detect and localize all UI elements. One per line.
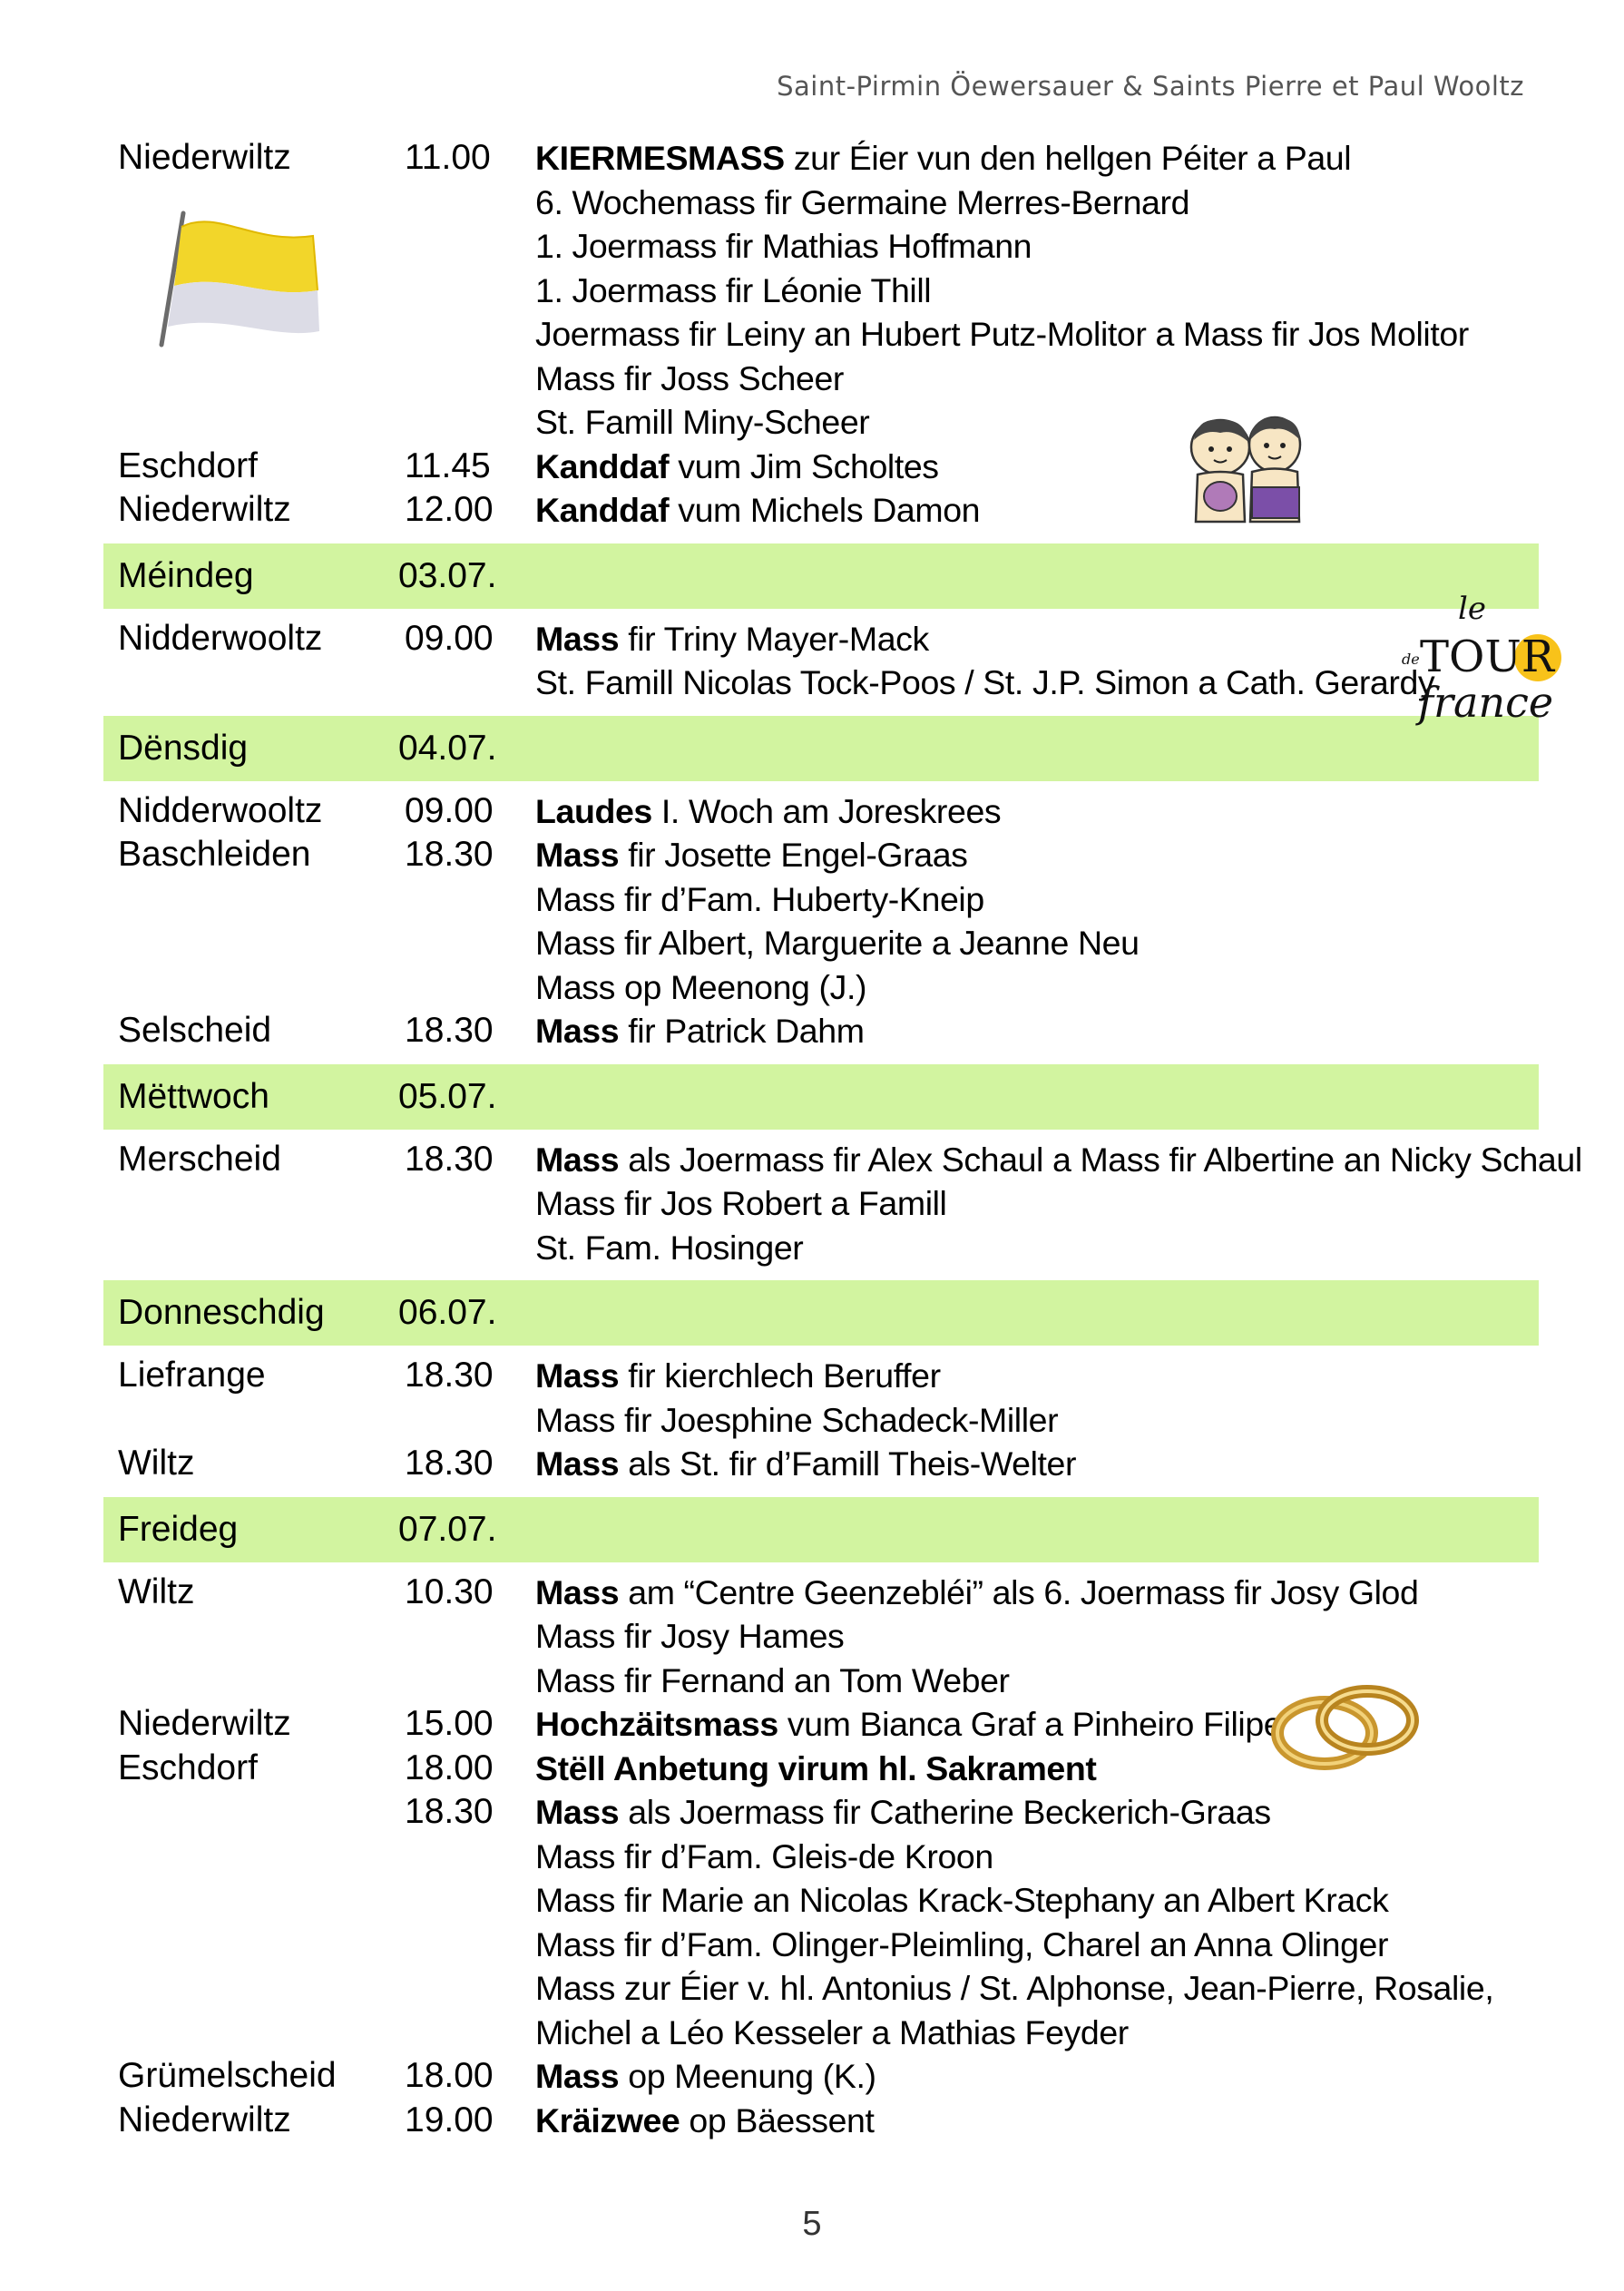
entry-description — [535, 965, 866, 1010]
entry-detail: Joermass fir Leiny an Hubert Putz-Molitor a Mass fir Jos Molitor — [535, 315, 1469, 353]
entry-place: Grümelscheid — [118, 2056, 337, 2095]
entry-time: 15.00 — [405, 1704, 494, 1743]
entry-detail: 1. Joermass fir Mathias Hoffmann — [535, 227, 1032, 265]
entry-detail: zur Éier vun den hellgen Péiter a Paul — [784, 139, 1352, 177]
tour-logo-de: de — [1402, 651, 1420, 668]
schedule-entry — [103, 1571, 1539, 1615]
entry-place: Niederwiltz — [118, 2100, 291, 2139]
schedule-entry — [103, 1398, 1539, 1443]
entry-type: Mass — [535, 1444, 620, 1483]
entry-time: 09.00 — [405, 618, 494, 658]
day-name: Dënsdig — [118, 728, 249, 768]
entry-description — [535, 1878, 1388, 1923]
entry-description — [535, 357, 844, 401]
day-header-row — [103, 1064, 1539, 1130]
entry-description — [535, 1398, 1058, 1443]
entry-place: Baschleiden — [118, 835, 311, 874]
entry-detail: St. Famill Miny-Scheer — [535, 403, 870, 441]
schedule-entry — [103, 1790, 1539, 1835]
entry-type: KIERMESMASS — [535, 139, 785, 177]
entry-detail: 6. Wochemass fir Germaine Merres-Bernard — [535, 182, 1190, 221]
tour-logo-france: france — [1418, 678, 1554, 727]
entry-time: 10.30 — [405, 1571, 494, 1611]
entry-description — [535, 1354, 941, 1398]
entry-description — [535, 445, 939, 489]
entry-place: Eschdorf — [118, 445, 258, 485]
entry-detail: vum Jim Scholtes — [669, 446, 939, 485]
entry-time: 11.45 — [405, 445, 491, 485]
entry-time: 18.30 — [405, 1444, 494, 1483]
entry-detail: fir Josette Engel-Graas — [619, 836, 968, 874]
entry-detail: Mass fir Albert, Marguerite a Jeanne Neu — [535, 924, 1140, 962]
entry-description — [535, 312, 1469, 357]
entry-description — [535, 833, 968, 877]
schedule-entry — [103, 965, 1539, 1010]
entry-time: 18.30 — [405, 1792, 494, 1831]
entry-description — [535, 181, 1189, 225]
tour-logo-tour: TOUR — [1420, 631, 1554, 682]
entry-detail: Mass fir Fernand an Tom Weber — [535, 1660, 1010, 1699]
entry-detail: op Meenung (K.) — [619, 2057, 876, 2095]
entry-time: 18.30 — [405, 1011, 494, 1050]
entry-detail: Mass zur Éier v. hl. Antonius / St. Alphonse, Jean-Pierre, Rosalie, — [535, 1969, 1494, 2007]
entry-type: Laudes — [535, 791, 652, 830]
entry-type: Mass — [535, 836, 620, 874]
schedule-entry — [103, 1226, 1539, 1270]
schedule-entry — [103, 833, 1539, 877]
schedule-entry — [103, 136, 1539, 181]
entry-type: Mass — [535, 1572, 620, 1611]
entry-detail: Michel a Léo Kesseler a Mathias Feyder — [535, 2012, 1129, 2051]
entry-description — [535, 2099, 875, 2143]
entry-detail: St. Fam. Hosinger — [535, 1228, 804, 1267]
entry-type: Kanddaf — [535, 446, 670, 485]
day-name: Donneschdig — [118, 1293, 325, 1332]
day-header-row — [103, 1497, 1539, 1562]
entry-detail: Mass fir Jos Robert a Famill — [535, 1184, 947, 1222]
entry-time: 19.00 — [405, 2100, 494, 2139]
entry-description — [535, 1747, 1096, 1791]
day-date: 07.07. — [398, 1509, 497, 1549]
day-date: 03.07. — [398, 555, 497, 595]
entry-place: Nidderwooltz — [118, 790, 323, 830]
tour-de-france-logo — [1393, 590, 1565, 735]
day-name: Freideg — [118, 1509, 239, 1549]
entry-place: Eschdorf — [118, 1748, 258, 1787]
entry-description — [535, 1790, 1271, 1835]
entry-description — [535, 1181, 947, 1226]
entry-place: Selscheid — [118, 1011, 272, 1050]
entry-description — [535, 224, 1032, 269]
entry-type: Mass — [535, 1793, 620, 1831]
day-name: Méindeg — [118, 555, 254, 595]
schedule-entry — [103, 617, 1539, 661]
entry-detail: vum Michels Damon — [669, 491, 981, 529]
entry-description — [535, 1966, 1493, 2011]
entry-description — [535, 1614, 844, 1659]
entry-description — [535, 2011, 1129, 2055]
entry-time: 18.30 — [405, 1139, 494, 1179]
entry-description — [535, 1923, 1388, 1967]
entry-time: 12.00 — [405, 490, 494, 529]
entry-type: Kanddaf — [535, 491, 670, 529]
entry-type: Mass — [535, 1012, 620, 1050]
schedule-entry — [103, 488, 1539, 533]
entry-detail: I. Woch am Joreskrees — [651, 791, 1002, 830]
schedule-entry — [103, 1138, 1582, 1182]
schedule-entry — [103, 400, 1539, 445]
entry-time: 18.30 — [405, 835, 494, 874]
day-header-row — [103, 1280, 1539, 1346]
entry-place: Niederwiltz — [118, 490, 291, 529]
entry-description — [535, 617, 929, 661]
entry-time: 18.00 — [405, 2056, 494, 2095]
wedding-rings-picture — [1266, 1679, 1429, 1774]
flag-picture — [145, 209, 327, 363]
entry-description — [535, 400, 869, 445]
entry-detail: am “Centre Geenzebléi” als 6. Joermass fir Josy Glod — [619, 1572, 1419, 1611]
entry-detail: Mass fir d’Fam. Gleis-de Kroon — [535, 1836, 993, 1875]
day-date: 06.07. — [398, 1293, 497, 1332]
day-header-row — [103, 716, 1539, 781]
entry-detail: Mass fir d’Fam. Huberty-Kneip — [535, 879, 984, 918]
schedule-entry — [103, 2099, 1539, 2143]
entry-description — [535, 1226, 803, 1270]
entry-detail: Mass fir Josy Hames — [535, 1617, 845, 1655]
schedule-entry — [103, 789, 1539, 834]
schedule-entry — [103, 1923, 1539, 1967]
entry-detail: Mass fir Marie an Nicolas Krack-Stephany an Albert Krack — [535, 1881, 1389, 1919]
entry-detail: fir Triny Mayer-Mack — [619, 619, 929, 658]
entry-time: 18.00 — [405, 1748, 494, 1787]
entry-type: Mass — [535, 2057, 620, 2095]
entry-place: Liefrange — [118, 1356, 266, 1395]
entry-detail: St. Famill Nicolas Tock-Poos / St. J.P. Simon a Cath. Gerardy — [535, 663, 1435, 701]
entry-description — [535, 1442, 1076, 1486]
entry-place: Niederwiltz — [118, 138, 291, 177]
entry-description — [535, 488, 980, 533]
entry-detail: Mass op Meenong (J.) — [535, 967, 867, 1006]
day-name: Mëttwoch — [118, 1076, 269, 1116]
entry-detail: als Joermass fir Alex Schaul a Mass fir Albertine an Nicky Schaul — [619, 1140, 1582, 1179]
entry-type: Hochzäitsmass — [535, 1705, 778, 1743]
entry-description — [535, 1835, 993, 1879]
page-header: Saint-Pirmin Öewersauer & Saints Pierre et Paul Wooltz — [777, 71, 1524, 102]
entry-detail: Mass fir Joesphine Schadeck-Miller — [535, 1400, 1059, 1439]
entry-time: 09.00 — [405, 790, 494, 830]
schedule-entry — [103, 661, 1539, 705]
schedule-entry — [103, 1614, 1539, 1659]
entry-description — [535, 1702, 1282, 1747]
day-date: 05.07. — [398, 1076, 497, 1116]
schedule-entry — [103, 1835, 1539, 1879]
entry-description — [535, 1009, 865, 1053]
mass-schedule — [103, 136, 1582, 2142]
entry-detail: Mass fir Joss Scheer — [535, 358, 845, 397]
schedule-entry — [103, 1181, 1539, 1226]
entry-description — [535, 269, 931, 313]
entry-detail: fir kierchlech Beruffer — [619, 1356, 941, 1395]
entry-description — [535, 789, 1001, 834]
entry-description — [535, 136, 1351, 181]
children-picture — [1179, 413, 1316, 529]
schedule-entry — [103, 1878, 1539, 1923]
entry-time: 18.30 — [405, 1356, 494, 1395]
day-date: 04.07. — [398, 728, 497, 768]
entry-place: Wiltz — [118, 1444, 195, 1483]
entry-detail: Mass fir d’Fam. Olinger-Pleimling, Charel an Anna Olinger — [535, 1924, 1389, 1963]
day-header-row — [103, 543, 1539, 609]
schedule-entry — [103, 1009, 1539, 1053]
entry-place: Niederwiltz — [118, 1704, 291, 1743]
entry-description — [535, 877, 984, 922]
schedule-entry — [103, 1966, 1539, 2011]
tour-logo-le: le — [1458, 591, 1486, 627]
page-number: 5 — [802, 2205, 822, 2243]
entry-type: Mass — [535, 619, 620, 658]
entry-description — [535, 2054, 876, 2099]
entry-detail: op Bäessent — [680, 2100, 875, 2139]
entry-detail: als Joermass fir Catherine Beckerich-Graas — [619, 1793, 1271, 1831]
schedule-entry — [103, 2011, 1539, 2055]
schedule-entry — [103, 877, 1539, 922]
schedule-entry — [103, 445, 1539, 489]
entry-description — [535, 1659, 1010, 1703]
schedule-entry — [103, 1442, 1539, 1486]
entry-place: Merscheid — [118, 1139, 281, 1179]
entry-description — [535, 1138, 1582, 1182]
entry-type: Kräizwee — [535, 2100, 680, 2139]
entry-description — [535, 1571, 1418, 1615]
entry-detail: als St. fir d’Famill Theis-Welter — [619, 1444, 1077, 1483]
entry-description — [535, 921, 1140, 965]
entry-detail: vum Bianca Graf a Pinheiro Filipe — [778, 1705, 1283, 1743]
entry-time: 11.00 — [405, 138, 491, 177]
schedule-entry — [103, 1354, 1539, 1398]
entry-place: Wiltz — [118, 1571, 195, 1611]
entry-description — [535, 661, 1434, 705]
entry-detail: fir Patrick Dahm — [619, 1012, 865, 1050]
entry-detail: 1. Joermass fir Léonie Thill — [535, 270, 932, 309]
entry-type: Mass — [535, 1356, 620, 1395]
entry-type: Mass — [535, 1140, 620, 1179]
schedule-entry — [103, 921, 1539, 965]
entry-type: Stëll Anbetung virum hl. Sakrament — [535, 1748, 1097, 1787]
schedule-entry — [103, 2054, 1539, 2099]
entry-place: Nidderwooltz — [118, 618, 323, 658]
